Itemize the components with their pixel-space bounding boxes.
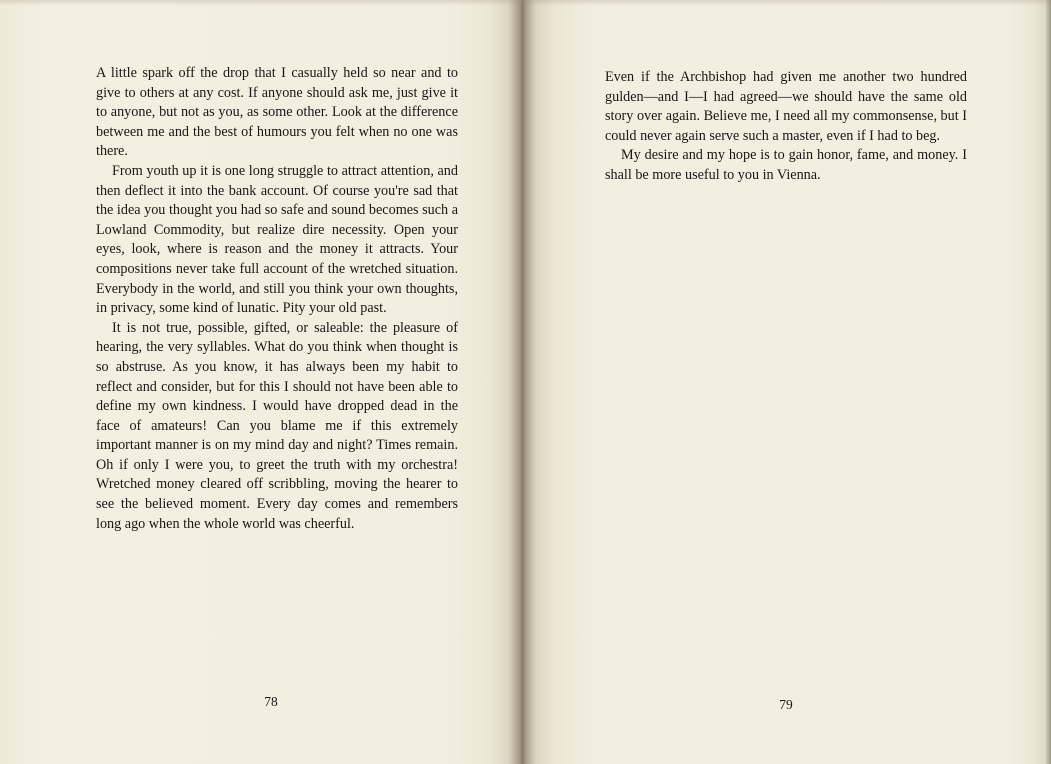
page-number-left: 78: [264, 694, 278, 709]
paragraph: Even if the Archbishop had given me another two hundred gulden—and I—I had agreed—we should have the same old story over again. Believe me, I need all my commonsense, but I could never again serve such a master, even if I had to beg.: [605, 69, 967, 144]
paragraph: From youth up it is one long struggle to attract attention, and then deflect it into the bank account. Of course you're sad that the idea you thought you had so safe and sound becomes such a Lowland Commodity, but realize dire necessity. Open your eyes, look, where is reason and the money it attracts. Your compositions never take full account of the wretched situation. Everybody in the world, and still you think your own thoughts, in privacy, some kind of lunatic. Pity your old past.: [96, 162, 458, 317]
left-page: [0, 0, 522, 764]
page-edge: [1046, 0, 1051, 764]
paragraph: My desire and my hope is to gain honor, fame, and money. I shall be more useful to you in Vienna.: [605, 147, 967, 183]
right-page-text: [605, 68, 967, 186]
paragraph: A little spark off the drop that I casually held so near and to give to others at any cost. If anyone should ask me, just give it to anyone, but not as you, as some other. Look at the difference between me and the best of humours you felt when no one was there.: [96, 65, 458, 160]
left-page-text: [96, 64, 458, 534]
paragraph: It is not true, possible, gifted, or saleable: the pleasure of hearing, the very syllables. What do you think when thought is so abstruse. As you know, it has always been my habit to reflect and consider, but for this I should not have been able to define my own kindness. I would have dropped dead in the face of amateurs! Can you blame me if this extremely important manner is on my mind day and night? Times remain. Oh if only I were you, to greet the truth with my orchestra! Wretched money cleared off scribbling, moving the hearer to see the believed moment. Every day comes and remembers long ago when the whole world was cheerful.: [96, 319, 458, 532]
book-gutter: [508, 0, 536, 764]
page-number-right: 79: [779, 697, 793, 712]
top-shadow: [0, 0, 1051, 6]
